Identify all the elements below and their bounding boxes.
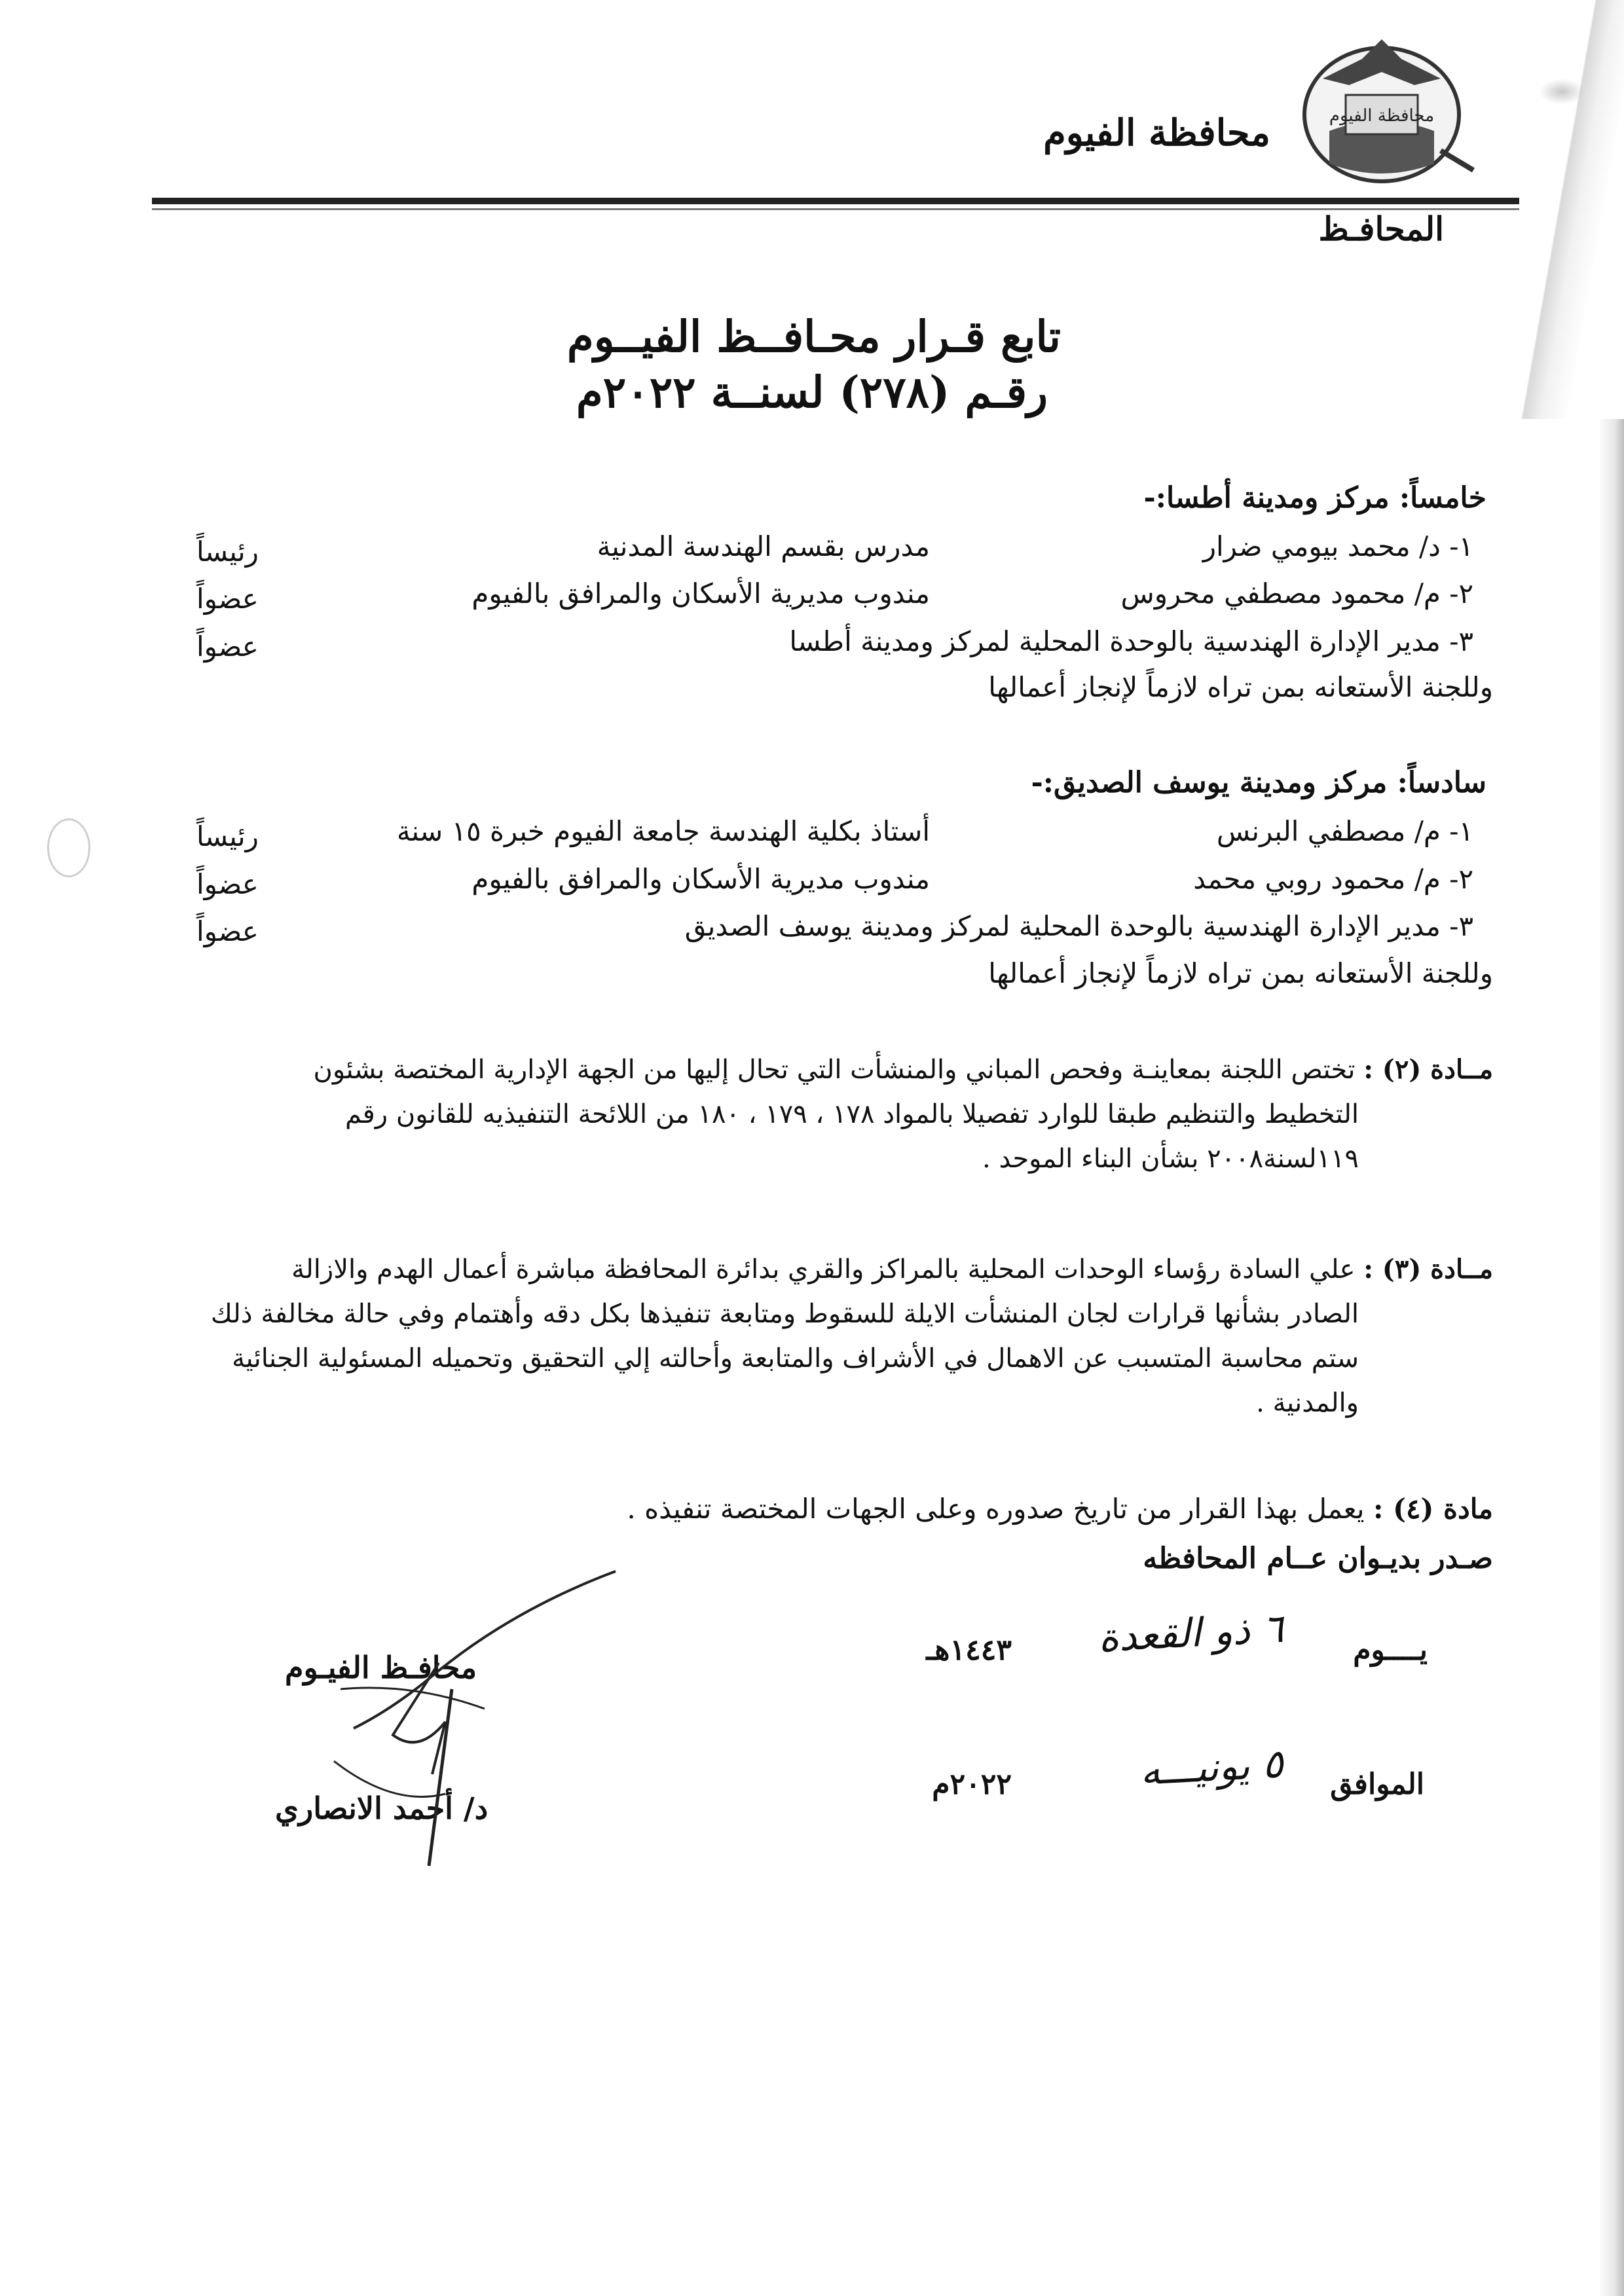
date-gregorian-year: ٢٠٢٢م — [932, 1768, 1012, 1801]
article-2-line2: التخطيط والتنظيم طبقا للوارد تفصيلا بالمواد ١٧٨ ، ١٧٩ ، ١٨٠ من اللائحة التنفيذيه للقانون رقم — [345, 1099, 1359, 1129]
header-rule — [152, 198, 1519, 204]
section5-note: وللجنة الأستعانه بمن تراه لازماً لإنجاز أعمالها — [988, 671, 1493, 703]
section5-member2-role: عضواً — [196, 583, 259, 615]
section6-note: وللجنة الأستعانه بمن تراه لازماً لإنجاز أعمالها — [988, 957, 1493, 989]
governorate-seal-icon — [1283, 33, 1480, 190]
section6-member2-name: ٢- م/ محمود روبي محمد — [1193, 863, 1473, 895]
date-gregorian-label: الموافق — [1330, 1768, 1424, 1801]
section5-member1-title: مدرس بقسم الهندسة المدنية — [597, 530, 930, 562]
decree-number: رقـم (٢٧٨) لسنــة ٢٠٢٢م — [576, 367, 1048, 418]
article-3-label: مــادة (٣) : — [1363, 1254, 1493, 1285]
scan-speck — [1539, 79, 1585, 105]
article-3-line2: الصادر بشأنها قرارات لجان المنشأت الايلة للسقوط ومتابعة تنفيذها بكل دقه وأهتمام وفي حالة مخالفة ذلك — [210, 1299, 1359, 1329]
article-3-line3: ستم محاسبة المتسبب عن الاهمال في الأشراف والمتابعة وأحالته إلي التحقيق وتحميله المسئولية الجنائية — [232, 1343, 1359, 1374]
article-3-line4: والمدنية . — [1256, 1388, 1359, 1418]
governorate-name: محافظة الفيوم — [1043, 111, 1270, 155]
section6-member1-role: رئيساً — [196, 820, 259, 852]
date-day-label: يــــوم — [1353, 1633, 1428, 1667]
section5-member1-role: رئيساً — [196, 536, 259, 568]
date-hijri-year: ١٤٤٣هـ — [926, 1633, 1012, 1667]
section6-heading: سادساً: مركز ومدينة يوسف الصديق:- — [1031, 766, 1486, 799]
signatory-name: د/ أحمد الانصاري — [275, 1791, 489, 1826]
article-4 — [627, 1493, 1493, 1525]
section5-member1-name: ١- د/ محمد بيومي ضرار — [1202, 530, 1473, 562]
article-2-line3: ١١٩لسنة٢٠٠٨ بشأن البناء الموحد . — [982, 1144, 1359, 1174]
section5-member2-name: ٢- م/ محمود مصطفي محروس — [1120, 577, 1473, 610]
section6-member3-role: عضواً — [196, 915, 259, 947]
article-2-line1: تختص اللجنة بمعاينـة وفحص المباني والمنشأت التي تحال إليها من الجهة الإدارية المختصة بشئون — [313, 1055, 1356, 1085]
section5-member3-role: عضواً — [196, 630, 259, 663]
decree-title: تابع قـرار محـافــظ الفيــوم — [566, 311, 1061, 362]
section6-member1-name: ١- م/ مصطفي البرنس — [1216, 815, 1473, 847]
date-hijri-handwritten: ٦ ذو القعدة — [1097, 1605, 1285, 1662]
handwritten-signature-icon — [314, 1558, 622, 1879]
section5-heading: خامساً: مركز ومدينة أطسا:- — [1143, 481, 1486, 515]
issued-statement: صـدر بديـوان عــام المحافظه — [1143, 1542, 1493, 1575]
section6-member1-title: أستاذ بكلية الهندسة جامعة الفيوم خبرة ١٥ سنة — [396, 815, 930, 847]
section6-member3-name: ٣- مدير الإدارة الهندسية بالوحدة المحلية لمركز ومدينة يوسف الصديق — [684, 910, 1473, 942]
svg-text:محافظة الفيوم: محافظة الفيوم — [1329, 106, 1435, 126]
punch-hole-mark — [47, 818, 90, 877]
article-3-line1: علي السادة رؤساء الوحدات المحلية بالمراكز والقري بدائرة المحافظة مباشرة أعمال الهدم والازالة — [291, 1254, 1356, 1285]
header-rule-thin — [152, 208, 1519, 210]
section5-member2-title: مندوب مديرية الأسكان والمرافق بالفيوم — [471, 577, 930, 610]
office-label: المحافـظ — [1318, 210, 1444, 248]
article-2-label: مــادة (٢) : — [1363, 1054, 1493, 1085]
article-2 — [151, 1048, 1493, 1181]
section6-member2-role: عضواً — [196, 868, 259, 900]
signatory-title: محافـظ الفيـوم — [285, 1650, 477, 1685]
section6-member2-title: مندوب مديرية الأسكان والمرافق بالفيوم — [471, 863, 930, 895]
article-4-text: يعمل بهذا القرار من تاريخ صدوره وعلى الجهات المختصة تنفيذه . — [627, 1493, 1365, 1525]
date-gregorian-handwritten: ٥ يونيـــه — [1139, 1741, 1285, 1795]
article-3 — [151, 1247, 1493, 1425]
section5-member3-name: ٣- مدير الإدارة الهندسية بالوحدة المحلية لمركز ومدينة أطسا — [789, 625, 1473, 657]
article-4-label: مادة (٤) : — [1373, 1493, 1493, 1525]
